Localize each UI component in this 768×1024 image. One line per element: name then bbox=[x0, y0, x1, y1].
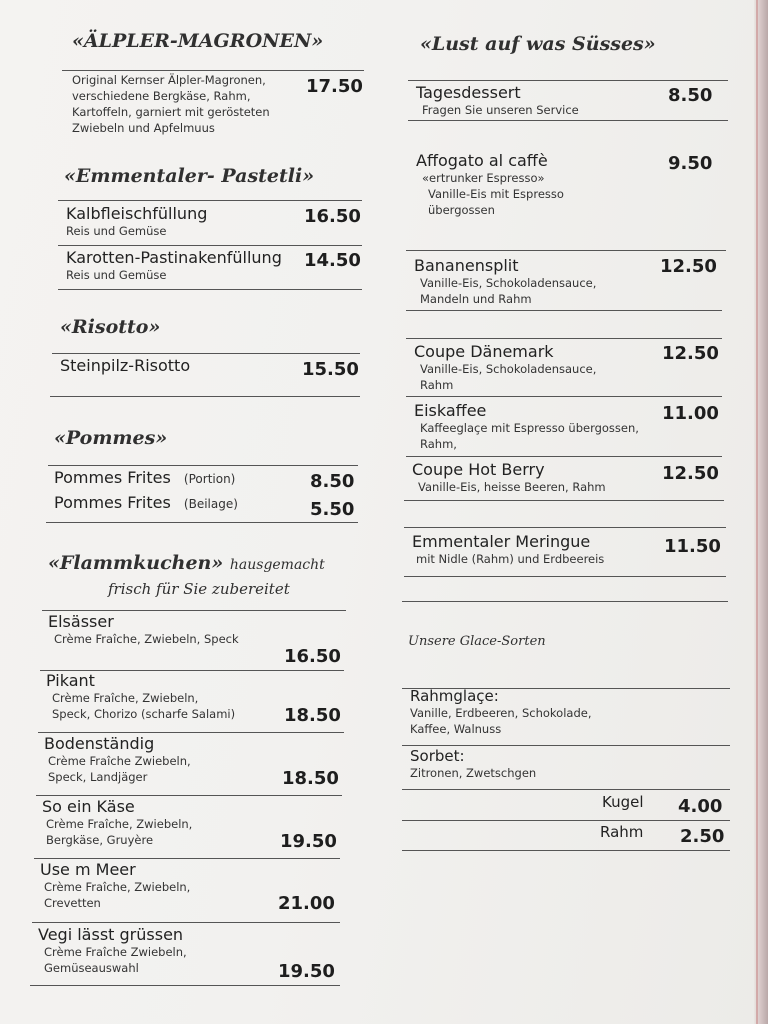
item-price: 14.50 bbox=[304, 250, 361, 271]
glace-rahm bbox=[410, 687, 591, 737]
page-edge-line bbox=[756, 0, 758, 1024]
item-name: So ein Käse bbox=[42, 797, 135, 816]
item-desc: übergossen bbox=[428, 203, 495, 217]
divider bbox=[406, 338, 722, 339]
item-desc: Reis und Gemüse bbox=[66, 268, 167, 282]
item-price: 12.50 bbox=[662, 463, 719, 484]
item-desc: Mandeln und Rahm bbox=[420, 292, 532, 306]
menu-item bbox=[54, 493, 238, 512]
item-desc: Bergkäse, Gruyère bbox=[46, 833, 154, 847]
divider bbox=[406, 310, 722, 311]
item-price: 12.50 bbox=[660, 256, 717, 277]
item-name: Bananensplit bbox=[414, 256, 519, 275]
item-desc: Crème Fraîche, Zwiebeln, bbox=[46, 817, 193, 831]
item-name: Tagesdessert bbox=[416, 83, 521, 102]
menu-item bbox=[42, 797, 192, 848]
divider bbox=[408, 120, 728, 121]
divider bbox=[50, 396, 360, 397]
item-name: Kalbfleischfüllung bbox=[66, 204, 208, 223]
glace-sorbet-label: Sorbet: bbox=[410, 747, 465, 765]
divider bbox=[408, 80, 728, 81]
menu-item bbox=[54, 468, 235, 487]
divider bbox=[402, 850, 730, 851]
divider bbox=[406, 396, 722, 397]
item-desc: Crème Fraîche, Zwiebeln, bbox=[52, 691, 199, 705]
divider bbox=[406, 250, 726, 251]
divider bbox=[58, 245, 362, 246]
menu-item bbox=[412, 532, 604, 567]
item-desc: Rahm bbox=[420, 378, 454, 392]
menu-item bbox=[414, 401, 639, 452]
alpler-price: 17.50 bbox=[306, 76, 363, 97]
menu-item bbox=[412, 460, 606, 495]
item-price: 11.00 bbox=[662, 403, 719, 424]
section-title-flammkuchen bbox=[48, 552, 325, 574]
divider bbox=[48, 465, 358, 466]
divider bbox=[402, 745, 730, 746]
menu-item bbox=[46, 671, 235, 722]
item-price: 11.50 bbox=[664, 536, 721, 557]
section-title-alpler: «ÄLPLER-MAGRONEN» bbox=[72, 30, 324, 52]
item-price: 8.50 bbox=[668, 85, 713, 106]
section-title-pommes: «Pommes» bbox=[54, 427, 168, 449]
item-desc: Kaffeeglaçe mit Espresso übergossen, bbox=[420, 421, 639, 435]
item-name: Eiskaffee bbox=[414, 401, 487, 420]
kugel-label: Kugel bbox=[602, 793, 644, 811]
divider bbox=[34, 858, 340, 859]
item-name: Coupe Dänemark bbox=[414, 342, 554, 361]
item-name: Affogato al caffè bbox=[416, 151, 548, 170]
divider bbox=[38, 732, 344, 733]
divider bbox=[30, 985, 340, 986]
menu-item bbox=[66, 248, 282, 283]
item-desc: Reis und Gemüse bbox=[66, 224, 167, 238]
item-name: Pommes Frites bbox=[54, 493, 171, 512]
glace-rahm-desc: Vanille, Erdbeeren, Schokolade, bbox=[410, 706, 592, 720]
item-price: 12.50 bbox=[662, 343, 719, 364]
divider bbox=[402, 601, 728, 602]
item-name: Pommes Frites bbox=[54, 468, 171, 487]
divider bbox=[58, 289, 362, 290]
flamm-title-suffix: hausgemacht bbox=[229, 557, 325, 573]
menu-item bbox=[40, 860, 190, 911]
item-price: 5.50 bbox=[310, 499, 355, 520]
menu-item bbox=[44, 734, 191, 785]
flamm-title: «Flammkuchen» bbox=[48, 552, 224, 574]
item-name: Vegi lässt grüssen bbox=[38, 925, 184, 944]
menu-item bbox=[414, 256, 596, 307]
desc-line: Kartoffeln, garniert mit gerösteten bbox=[72, 105, 270, 119]
item-price: 16.50 bbox=[304, 206, 361, 227]
glace-rahm-label: Rahmglaçe: bbox=[410, 687, 499, 705]
item-price: 9.50 bbox=[668, 153, 713, 174]
item-name: Bodenständig bbox=[44, 734, 155, 753]
item-note: (Beilage) bbox=[183, 497, 238, 511]
item-name: Elsässer bbox=[48, 612, 114, 631]
divider bbox=[42, 610, 346, 611]
item-desc: Crème Fraîche, Zwiebeln, bbox=[44, 880, 191, 894]
item-desc: Vanille-Eis, Schokoladensauce, bbox=[420, 362, 597, 376]
item-price: 19.50 bbox=[278, 961, 335, 982]
item-name: Use m Meer bbox=[40, 860, 136, 879]
menu-item bbox=[416, 83, 579, 118]
item-note: (Portion) bbox=[183, 472, 236, 486]
item-desc: Vanille-Eis, heisse Beeren, Rahm bbox=[418, 480, 606, 494]
glace-sorbet-desc: Zitronen, Zwetschgen bbox=[410, 766, 537, 780]
item-price: 16.50 bbox=[284, 646, 341, 667]
divider bbox=[402, 789, 730, 790]
flamm-subtitle: frisch für Sie zubereitet bbox=[108, 580, 290, 598]
desc-line: verschiedene Bergkäse, Rahm, bbox=[72, 89, 251, 103]
menu-item bbox=[416, 151, 564, 218]
item-price: 19.50 bbox=[280, 831, 337, 852]
divider bbox=[406, 456, 722, 457]
desc-line: Zwiebeln und Apfelmuus bbox=[72, 121, 215, 135]
glace-title: Unsere Glace-Sorten bbox=[408, 634, 546, 649]
rahm-price-label: Rahm bbox=[600, 823, 644, 841]
menu-item bbox=[48, 612, 239, 647]
divider bbox=[46, 522, 358, 523]
item-price: 18.50 bbox=[282, 768, 339, 789]
item-name: Karotten-Pastinakenfüllung bbox=[66, 248, 282, 267]
divider bbox=[402, 820, 730, 821]
item-desc: Crevetten bbox=[44, 896, 101, 910]
glace-sorbet bbox=[410, 747, 536, 781]
divider bbox=[36, 795, 342, 796]
item-desc: Crème Fraîche Zwiebeln, bbox=[48, 754, 191, 768]
divider bbox=[404, 527, 726, 528]
item-desc: mit Nidle (Rahm) und Erdbeereis bbox=[416, 552, 605, 566]
alpler-desc bbox=[72, 72, 270, 136]
item-price: 21.00 bbox=[278, 893, 335, 914]
item-name: Pikant bbox=[46, 671, 95, 690]
item-desc: «ertrunker Espresso» bbox=[422, 171, 545, 185]
section-title-risotto: «Risotto» bbox=[60, 316, 161, 338]
item-desc: Speck, Landjäger bbox=[48, 770, 148, 784]
item-price: 18.50 bbox=[284, 705, 341, 726]
item-desc: Speck, Chorizo (scharfe Salami) bbox=[52, 707, 236, 721]
menu-item bbox=[38, 925, 187, 976]
item-name: Coupe Hot Berry bbox=[412, 460, 545, 479]
divider bbox=[404, 500, 724, 501]
divider bbox=[52, 353, 360, 354]
glace-rahm-desc: Kaffee, Walnuss bbox=[410, 722, 502, 736]
item-desc: Crème Fraîche Zwiebeln, bbox=[44, 945, 187, 959]
section-title-pastetli: «Emmentaler- Pastetli» bbox=[64, 165, 315, 187]
menu-item bbox=[414, 342, 596, 393]
divider bbox=[58, 200, 362, 201]
item-desc: Fragen Sie unseren Service bbox=[422, 103, 579, 117]
rahm-price: 2.50 bbox=[680, 826, 725, 847]
risotto-price: 15.50 bbox=[302, 359, 359, 380]
divider bbox=[62, 70, 364, 71]
desc-line: Original Kernser Älpler-Magronen, bbox=[72, 73, 266, 87]
item-name: Emmentaler Meringue bbox=[412, 532, 591, 551]
divider bbox=[404, 576, 726, 577]
risotto-name: Steinpilz-Risotto bbox=[60, 356, 191, 375]
item-desc: Vanille-Eis mit Espresso bbox=[428, 187, 564, 201]
item-desc: Vanille-Eis, Schokoladensauce, bbox=[420, 276, 597, 290]
kugel-price: 4.00 bbox=[678, 796, 723, 817]
item-desc: Crème Fraîche, Zwiebeln, Speck bbox=[54, 632, 239, 646]
menu-item bbox=[66, 204, 207, 239]
item-price: 8.50 bbox=[310, 471, 355, 492]
section-title-dessert: «Lust auf was Süsses» bbox=[420, 33, 656, 55]
item-desc: Gemüseauswahl bbox=[44, 961, 139, 975]
item-desc: Rahm, bbox=[420, 437, 457, 451]
divider bbox=[32, 922, 340, 923]
